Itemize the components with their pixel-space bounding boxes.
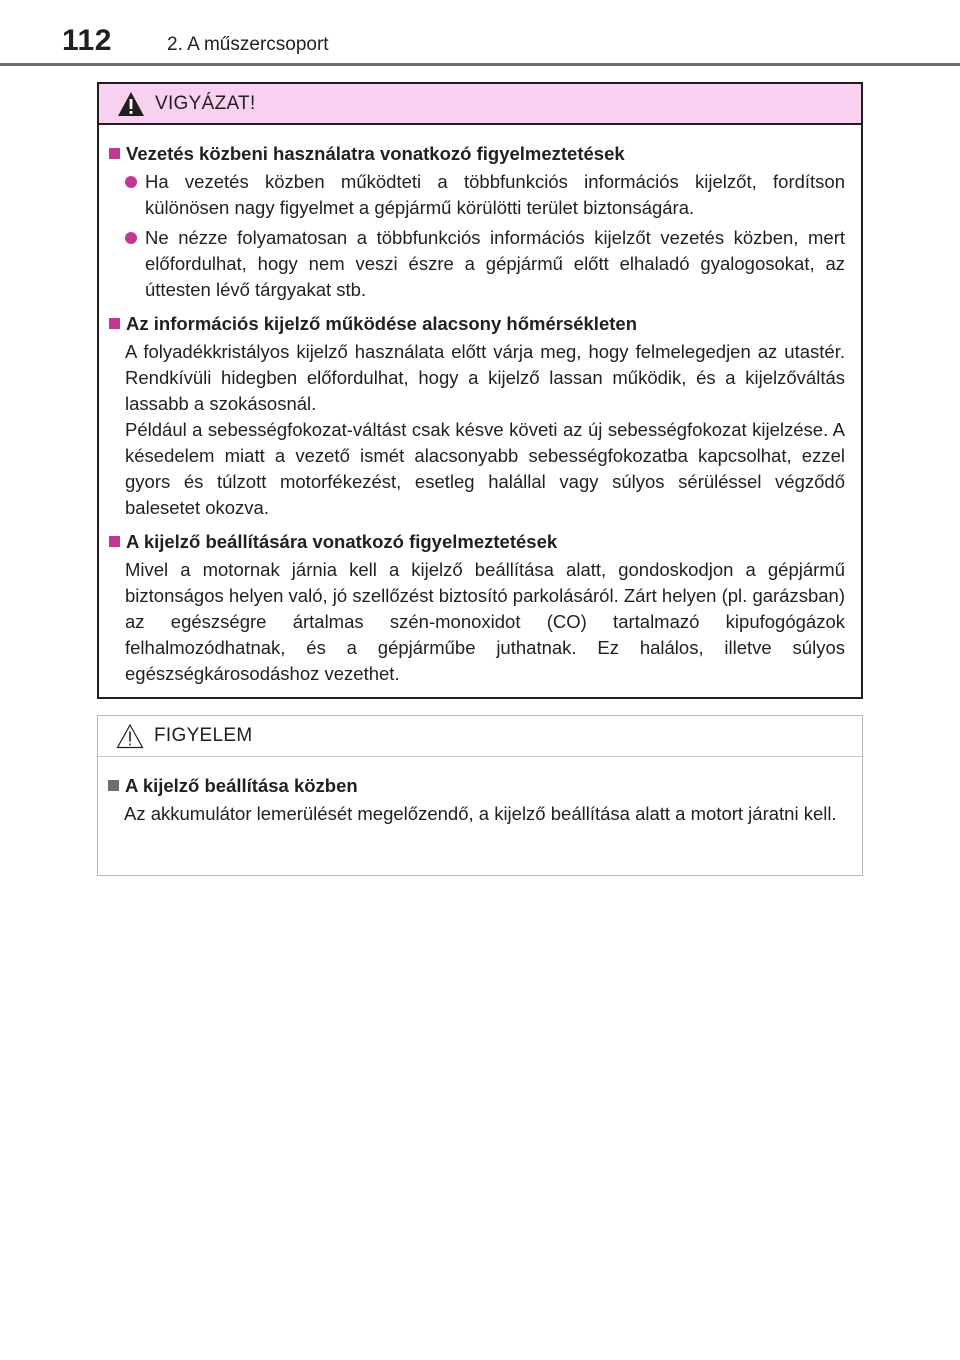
notice-label: FIGYELEM <box>154 725 253 746</box>
warning-box-body <box>99 125 861 687</box>
warning-box-header <box>99 84 861 125</box>
paragraph: Mivel a motornak járnia kell a kijelző beállítása alatt, gondoskodjon a gépjármű biztonságos helyen való, jó szellőzést biztosító parkolásáról. Zárt helyen (pl. garázsban) az egészségre ártalmas szén-monoxidot (CO) tartalmazó kipufogógázok felhalmozódhatnak, és a gépjárműbe juthatnak. Ez halálos, illetve súlyos egészségkárosodáshoz vezethet. <box>125 559 845 684</box>
section-heading <box>107 141 845 167</box>
section-heading-text: A kijelző beállítására vonatkozó figyelmeztetések <box>126 531 558 552</box>
round-bullet-icon <box>125 176 137 188</box>
warning-section-driving <box>107 141 845 303</box>
section-heading-text: Vezetés közbeni használatra vonatkozó figyelmeztetések <box>126 143 625 164</box>
warning-section-low-temperature <box>107 311 845 521</box>
chapter-title: 2. A műszercsoport <box>167 34 329 55</box>
paragraph: A folyadékkristályos kijelző használata előtt várja meg, hogy felmelegedjen az utastér. Rendkívüli hidegben előfordulhat, hogy a kijelző lassan működik, és a kijelzőváltás lassabb a szokásosnál. <box>125 341 845 414</box>
list-item-text: Ne nézze folyamatosan a többfunkciós információs kijelzőt vezetés közben, mert előfordulhat, hogy nem veszi észre a gépjármű előtt elhaladó gyalogosokat, az úttesten lévő tárgyakat stb. <box>145 227 845 300</box>
square-bullet-icon <box>109 536 120 547</box>
notice-section <box>106 773 846 827</box>
round-bullet-icon <box>125 232 137 244</box>
section-heading <box>107 311 845 337</box>
warning-triangle-icon <box>117 91 145 117</box>
square-bullet-icon <box>108 780 119 791</box>
header-divider <box>0 63 960 66</box>
section-heading <box>106 773 846 799</box>
notice-box-header <box>98 716 862 757</box>
warning-box <box>97 82 863 699</box>
notice-box-body <box>98 757 862 827</box>
warning-label: VIGYÁZAT! <box>155 93 256 114</box>
section-heading-text: A kijelző beállítása közben <box>125 775 358 796</box>
notice-box <box>97 715 863 876</box>
square-bullet-icon <box>109 148 120 159</box>
square-bullet-icon <box>109 318 120 329</box>
list-item <box>125 169 845 221</box>
warning-section-display-settings <box>107 529 845 687</box>
section-heading <box>107 529 845 555</box>
list-item <box>125 225 845 303</box>
paragraph: Az akkumulátor lemerülését megelőzendő, a kijelző beállítása alatt a motort járatni kell. <box>124 803 837 824</box>
page-number: 112 <box>62 24 112 57</box>
section-heading-text: Az információs kijelző működése alacsony hőmérsékleten <box>126 313 637 334</box>
paragraph: Például a sebességfokozat-váltást csak késve követi az új sebességfokozat kijelzése. A késedelem miatt a vezető ismét alacsonyabb sebességfokozatba kapcsolhat, ezzel gyors és túlzott motorfékezést, esetleg halállal vagy súlyos sérüléssel végződő balesetet okozva. <box>125 419 845 518</box>
page-header <box>0 0 960 66</box>
caution-outline-triangle-icon <box>116 723 144 749</box>
list-item-text: Ha vezetés közben működteti a többfunkciós információs kijelzőt, fordítson különösen nagy figyelmet a gépjármű körülötti terület biztonságára. <box>145 171 845 218</box>
